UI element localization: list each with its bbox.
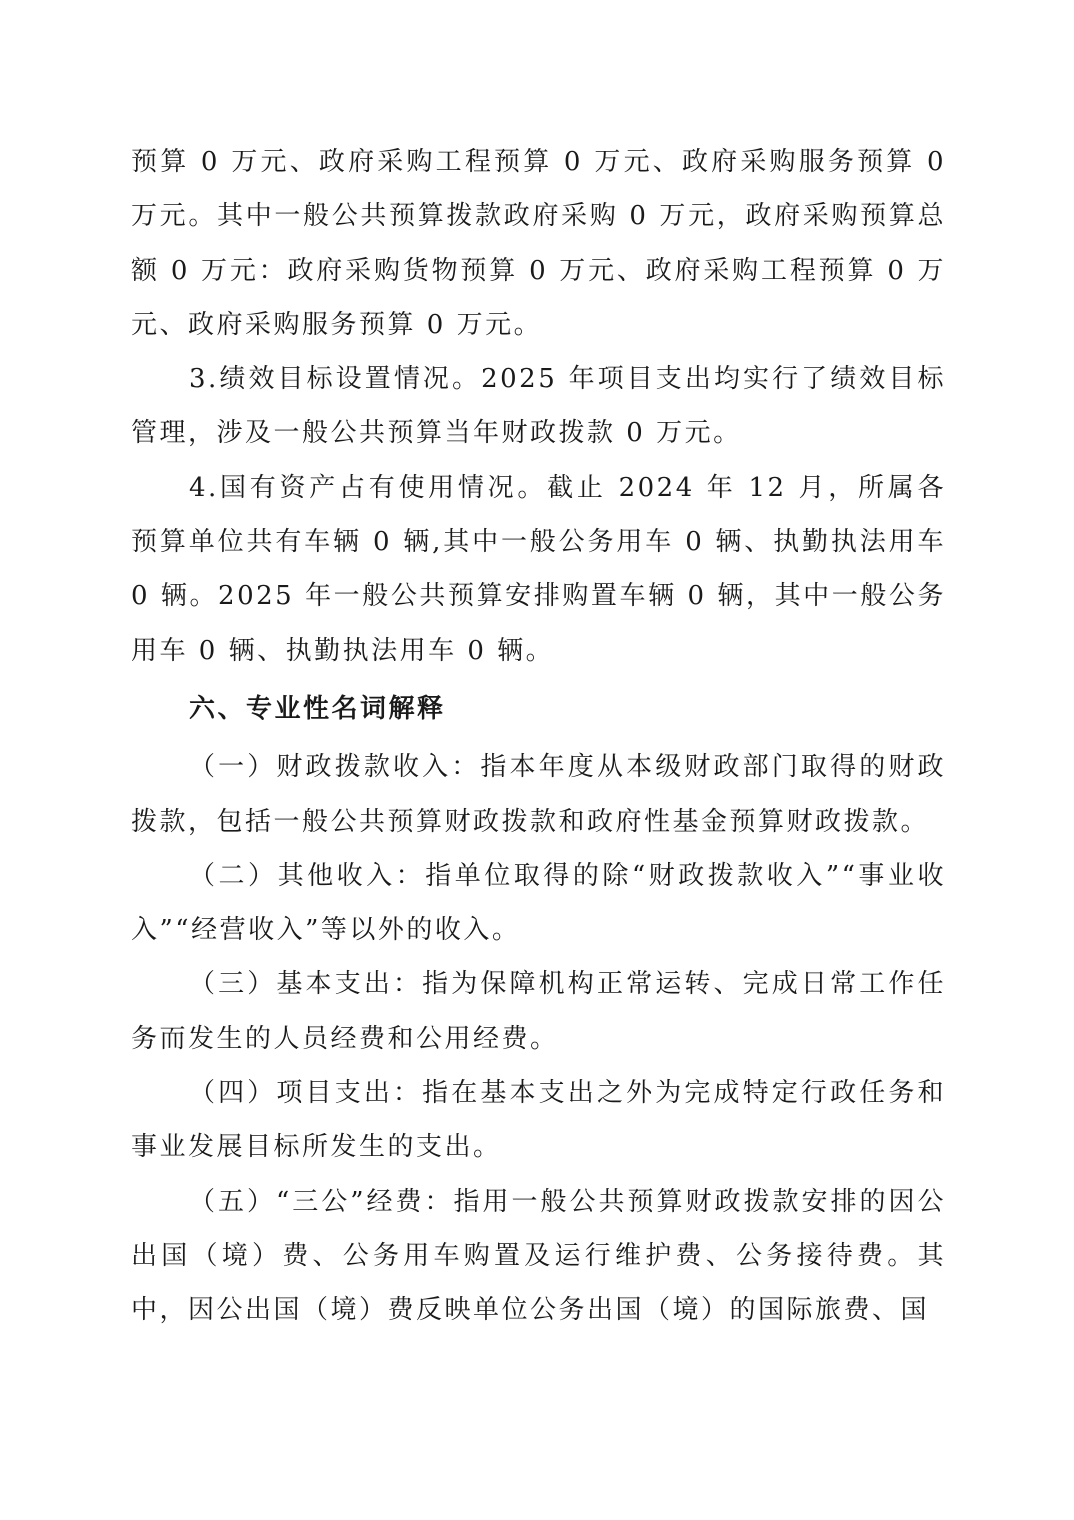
paragraph-procurement-continued: 预算 0 万元、政府采购工程预算 0 万元、政府采购服务预算 0 万元。其中一般公共预算拨款政府采购 0 万元，政府采购预算总额 0 万元：政府采购货物预算 0 万元、政府采购工程预算 0 万元、政府采购服务预算 0 万元。 bbox=[131, 147, 946, 340]
paragraph-state-assets: 4.国有资产占有使用情况。截止 2024 年 12 月，所属各预算单位共有车辆 0 辆,其中一般公务用车 0 辆、执勤执法用车 0 辆。2025 年一般公共预算安排购置车辆 0 辆，其中一般公务用车 0 辆、执勤执法用车 0 辆。 bbox=[131, 472, 946, 666]
document-body bbox=[131, 135, 946, 1338]
term-fiscal-appropriation: （一）财政拨款收入：指本年度从本级财政部门取得的财政拨款，包括一般公共预算财政拨款和政府性基金预算财政拨款。 bbox=[131, 752, 946, 837]
section-heading: 六、专业性名词解释 bbox=[189, 693, 446, 724]
paragraph-performance-targets: 3.绩效目标设置情况。2025 年项目支出均实行了绩效目标管理，涉及一般公共预算当年财政拨款 0 万元。 bbox=[131, 364, 946, 449]
term-three-public: （五）“三公”经费：指用一般公共预算财政拨款安排的因公出国（境）费、公务用车购置及运行维护费、公务接待费。其中，因公出国（境）费反映单位公务出国（境）的国际旅费、国 bbox=[131, 1186, 946, 1326]
term-basic-expenditure: （三）基本支出：指为保障机构正常运转、完成日常工作任务而发生的人员经费和公用经费。 bbox=[131, 969, 946, 1054]
term-project-expenditure: （四）项目支出：指在基本支出之外为完成特定行政任务和事业发展目标所发生的支出。 bbox=[131, 1078, 946, 1163]
term-other-income: （二）其他收入：指单位取得的除“财政拨款收入”“事业收入”“经营收入”等以外的收入。 bbox=[131, 860, 946, 946]
